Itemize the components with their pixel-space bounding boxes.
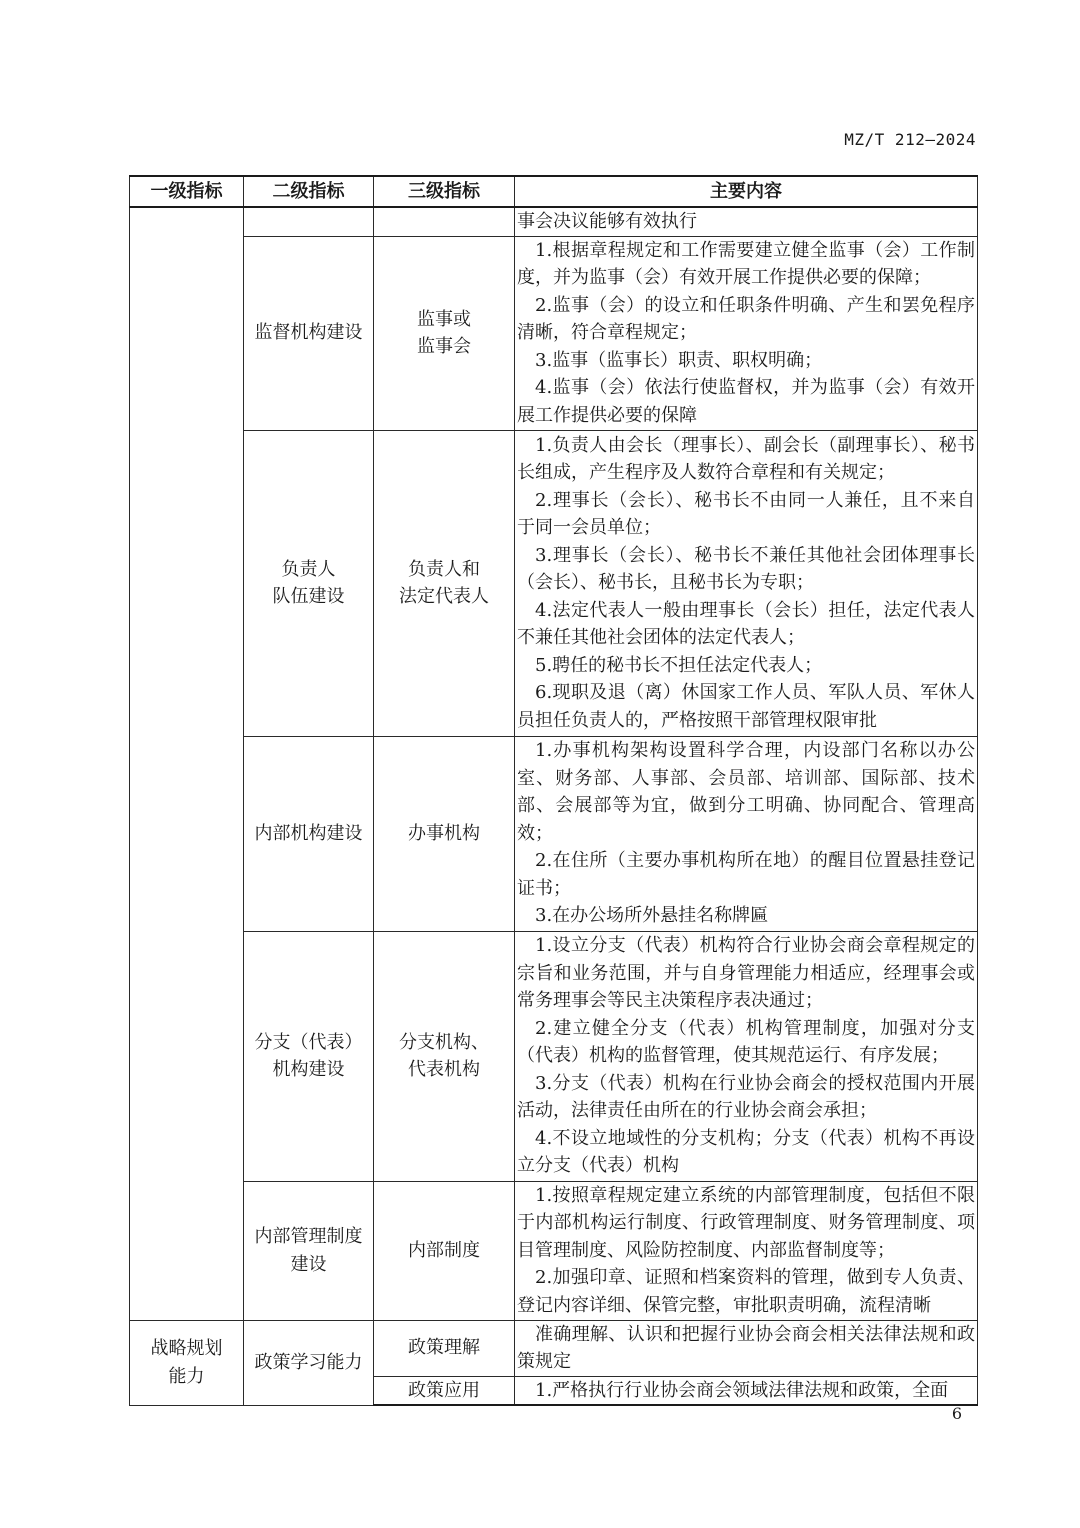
level2-cell xyxy=(244,430,374,736)
level3-label-line: 代表机构 xyxy=(408,1059,480,1080)
content-item: 1.按照章程规定建立系统的内部管理制度，包括但不限于内部机构运行制度、行政管理制度、财务管理制度、项目管理制度、风险防控制度、内部监督制度等； xyxy=(517,1184,975,1261)
level2-cell xyxy=(244,736,374,931)
content-cell xyxy=(515,1376,978,1405)
content-item: 3.分支（代表）机构在行业协会商会的授权范围内开展活动，法律责任由所在的行业协会商会承担； xyxy=(517,1072,975,1122)
level3-label: 内部制度 xyxy=(408,1239,480,1261)
column-header-level2: 二级指标 xyxy=(244,176,374,207)
content-cell xyxy=(515,931,978,1181)
level3-cell xyxy=(374,236,515,430)
content-cell xyxy=(515,430,978,736)
table-row xyxy=(130,1181,978,1320)
table-row xyxy=(130,931,978,1181)
level3-label-line: 负责人和 xyxy=(408,558,480,580)
level3-label: 政策理解 xyxy=(408,1337,480,1359)
content-cell xyxy=(515,736,978,931)
content-item: 4.监事（会）依法行使监督权，并为监事（会）有效开展工作提供必要的保障 xyxy=(517,377,975,426)
content-item: 3.监事（监事长）职责、职权明确； xyxy=(535,349,823,371)
level3-cell xyxy=(374,931,515,1181)
level1-cell xyxy=(130,1320,244,1405)
content-item: 准确理解、认识和把握行业协会商会相关法律法规和政策规定 xyxy=(517,1323,975,1372)
content-item: 1.负责人由会长（理事长）、副会长（副理事长）、秘书长组成，产生程序及人数符合章程和有关规定； xyxy=(517,434,975,484)
level2-label-line: 内部管理制度 xyxy=(254,1226,363,1247)
level1-label-line: 战略规划 xyxy=(150,1338,223,1359)
content-cell xyxy=(515,236,978,430)
level3-cell xyxy=(374,1181,515,1320)
level3-cell xyxy=(374,1320,515,1376)
level2-label-line: 分支（代表） xyxy=(254,1031,363,1053)
level3-label-line: 分支机构、 xyxy=(399,1031,489,1053)
standard-code: MZ/T 212—2024 xyxy=(844,130,976,149)
content-item: 3.理事长（会长）、秘书长不兼任其他社会团体理事长（会长）、秘书长，且秘书长为专职； xyxy=(517,544,975,594)
level1-cell-empty xyxy=(130,207,244,1320)
content-item: 1.根据章程规定和工作需要建立健全监事（会）工作制度，并为监事（会）有效开展工作提供必要的保障； xyxy=(517,239,975,289)
content-cell xyxy=(515,207,978,236)
content-item: 3.在办公场所外悬挂名称牌匾 xyxy=(535,905,769,927)
level3-cell xyxy=(374,736,515,931)
column-header-content: 主要内容 xyxy=(515,176,978,207)
level3-label: 政策应用 xyxy=(408,1379,480,1401)
content-cell xyxy=(515,1181,978,1320)
content-item: 1.设立分支（代表）机构符合行业协会商会章程规定的宗旨和业务范围，并与自身管理能力相适应，经理事会或常务理事会等民主决策程序表决通过； xyxy=(517,935,975,1012)
content-item: 4.不设立地域性的分支机构；分支（代表）机构不再设立分支（代表）机构 xyxy=(517,1127,975,1177)
content-item: 6.现职及退（离）休国家工作人员、军队人员、军休人员担任负责人的，严格按照干部管理权限审批 xyxy=(517,682,975,731)
column-header-level3: 三级指标 xyxy=(374,176,515,207)
content-item: 2.监事（会）的设立和任职条件明确、产生和罢免程序清晰，符合章程规定； xyxy=(517,294,975,344)
level3-label: 办事机构 xyxy=(408,822,480,844)
level2-cell-empty xyxy=(244,207,374,236)
level2-cell xyxy=(244,1181,374,1320)
level2-cell xyxy=(244,931,374,1181)
level3-label-line: 监事或 xyxy=(417,308,471,330)
level2-label: 内部机构建设 xyxy=(254,822,363,844)
level3-cell-empty xyxy=(374,207,515,236)
level2-label-line: 队伍建设 xyxy=(272,586,345,607)
table-row xyxy=(130,736,978,931)
table-row xyxy=(130,1320,978,1376)
column-header-level1: 一级指标 xyxy=(130,176,244,207)
level2-label: 政策学习能力 xyxy=(254,1351,363,1373)
table-header-row xyxy=(130,176,978,207)
indicator-table xyxy=(129,175,978,1406)
level3-label-line: 法定代表人 xyxy=(399,586,489,607)
content-item: 1.办事机构架构设置科学合理，内设部门名称以办公室、财务部、人事部、会员部、培训部、国际部、技术部、会展部等为宜，做到分工明确、协同配合、管理高效； xyxy=(517,740,975,844)
content-line: 事会决议能够有效执行 xyxy=(517,211,697,232)
level2-label-line: 负责人 xyxy=(281,558,336,580)
content-item: 2.建立健全分支（代表）机构管理制度，加强对分支（代表）机构的监督管理，使其规范运行、有序发展； xyxy=(517,1017,975,1067)
content-item: 2.加强印章、证照和档案资料的管理，做到专人负责、登记内容详细、保管完整，审批职责明确，流程清晰 xyxy=(517,1267,975,1316)
page-number: 6 xyxy=(951,1404,962,1423)
level2-label: 监督机构建设 xyxy=(254,322,363,344)
level3-cell xyxy=(374,1376,515,1405)
level2-cell xyxy=(244,1320,374,1405)
content-cell xyxy=(515,1320,978,1376)
content-item: 2.在住所（主要办事机构所在地）的醒目位置悬挂登记证书； xyxy=(517,850,975,899)
level3-label-line: 监事会 xyxy=(417,336,471,357)
content-item: 5.聘任的秘书长不担任法定代表人； xyxy=(535,654,823,676)
table-row xyxy=(130,236,978,430)
level3-cell xyxy=(374,430,515,736)
level2-cell xyxy=(244,236,374,430)
content-item: 4.法定代表人一般由理事长（会长）担任，法定代表人不兼任其他社会团体的法定代表人； xyxy=(517,599,975,649)
table-row xyxy=(130,430,978,736)
level1-label-line: 能力 xyxy=(168,1365,205,1387)
content-item: 2.理事长（会长）、秘书长不由同一人兼任，且不来自于同一会员单位； xyxy=(517,489,975,539)
level2-label-line: 建设 xyxy=(290,1253,327,1275)
table-row xyxy=(130,207,978,236)
content-item: 1.严格执行行业协会商会领域法律法规和政策，全面 xyxy=(535,1379,949,1401)
level2-label-line: 机构建设 xyxy=(272,1059,345,1080)
